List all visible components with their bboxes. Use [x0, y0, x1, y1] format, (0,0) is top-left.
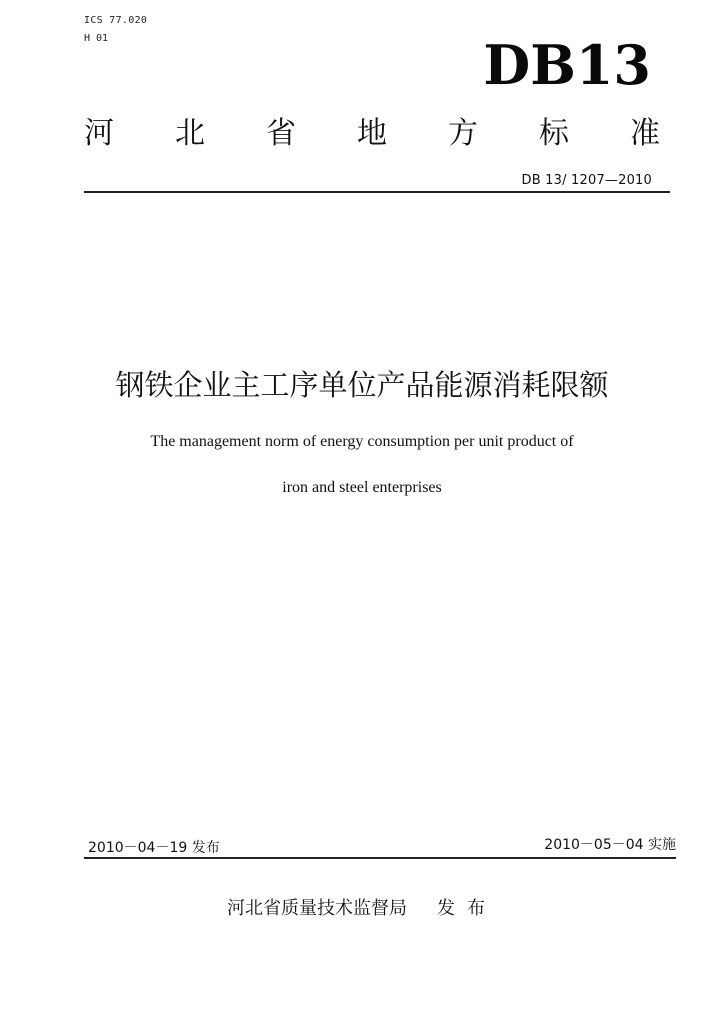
standard-type-char: 河 — [84, 116, 114, 151]
footer-divider — [84, 857, 676, 859]
standard-number: DB 13/ 1207—2010 — [521, 173, 652, 188]
document-title-english-line2: iron and steel enterprises — [282, 479, 442, 496]
issue-date: 2010－04－19 发布 — [88, 840, 220, 856]
standard-type-char: 省 — [266, 116, 296, 151]
header-divider — [84, 191, 670, 193]
standard-type-char: 标 — [539, 116, 569, 151]
issuer-line — [0, 896, 724, 922]
standard-type-heading — [84, 112, 660, 156]
document-title-chinese: 钢铁企业主工序单位产品能源消耗限额 — [115, 368, 609, 402]
db-code-mark: DB13 — [483, 33, 651, 97]
ccs-code: H 01 — [84, 33, 109, 44]
standard-type-char: 地 — [357, 116, 387, 151]
implementation-date: 2010－05－04 实施 — [544, 837, 676, 853]
issued-label: 发布 — [437, 898, 497, 919]
standard-type-char: 方 — [448, 116, 478, 151]
issuer-name: 河北省质量技术监督局 — [227, 898, 407, 919]
ics-code: ICS 77.020 — [84, 15, 148, 26]
standard-type-char: 准 — [630, 116, 660, 151]
document-title-english-line1: The management norm of energy consumption per unit product of — [150, 433, 574, 450]
standard-type-char: 北 — [175, 116, 205, 151]
